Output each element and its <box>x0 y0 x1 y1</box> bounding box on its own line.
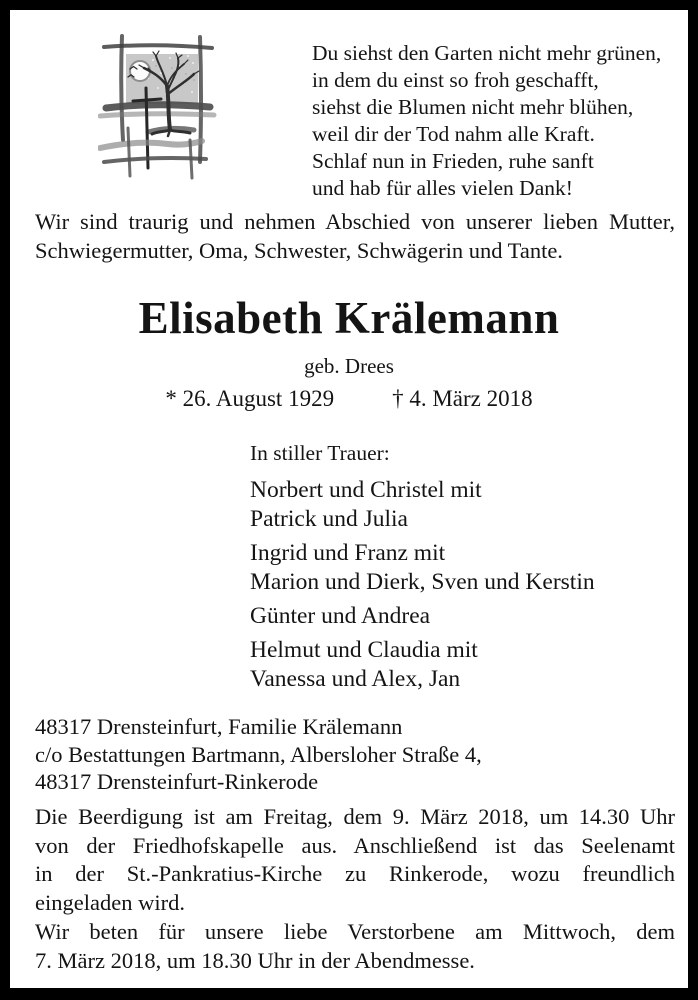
mourner-group <box>250 602 595 631</box>
funeral-notice <box>35 803 675 917</box>
sketch-svg <box>98 28 268 208</box>
death-date: † 4. März 2018 <box>392 386 533 411</box>
memorial-poem <box>312 40 661 202</box>
address-line: 48317 Drensteinfurt-Rinkerode <box>35 769 319 794</box>
mourner-line: Ingrid und Franz mit <box>250 540 446 566</box>
poem-line: und hab für alles vielen Dank! <box>312 176 573 200</box>
memorial-tree-cross-sketch-illustration <box>98 28 268 208</box>
mourner-line: Helmut und Claudia mit <box>250 637 478 663</box>
poem-line: in dem du einst so froh geschafft, <box>312 68 599 92</box>
life-dates <box>10 386 688 412</box>
mourner-line: Patrick und Julia <box>250 506 408 532</box>
maiden-name: geb. Drees <box>304 354 394 378</box>
funeral-line: von der Friedhofskapelle aus. Anschließend ist das Seelenamt <box>35 832 675 858</box>
mourner-group <box>250 476 595 534</box>
poem-line: siehst die Blumen nicht mehr blühen, <box>312 95 634 119</box>
mourner-line: Norbert und Christel mit <box>250 477 482 503</box>
mourners-heading: In stiller Trauer: <box>250 441 390 465</box>
poem-line: Schlaf nun in Frieden, ruhe sanft <box>312 149 594 173</box>
address-line: 48317 Drensteinfurt, Familie Krälemann <box>35 714 403 739</box>
funeral-line: eingeladen wird. <box>35 889 185 915</box>
address-line: c/o Bestattungen Bartmann, Albersloher Straße 4, <box>35 741 482 767</box>
mourner-line: Günter und Andrea <box>250 603 431 629</box>
deceased-name: Elisabeth Krälemann <box>138 293 560 343</box>
mourner-group <box>250 539 595 597</box>
fence-strokes <box>100 128 206 178</box>
mass-notice <box>35 918 675 975</box>
mourners-section <box>250 440 595 699</box>
family-address <box>35 713 482 796</box>
mass-line: 7. März 2018, um 18.30 Uhr in der Abendmesse. <box>35 947 475 973</box>
funeral-line: in der St.-Pankratius-Kirche zu Rinkerode, wozu freundlich <box>35 861 675 886</box>
poem-line: Du siehst den Garten nicht mehr grünen, <box>312 41 662 65</box>
intro-line: Schwiegermutter, Oma, Schwester, Schwägerin und Tante. <box>35 237 563 263</box>
mourner-group <box>250 636 595 694</box>
mourner-line: Vanessa und Alex, Jan <box>250 666 461 692</box>
funeral-line: Die Beerdigung ist am Freitag, dem 9. März 2018, um 14.30 Uhr <box>35 804 675 829</box>
mourner-line: Marion und Dierk, Sven und Kerstin <box>250 569 595 595</box>
poem-line: weil dir der Tod nahm alle Kraft. <box>312 122 595 146</box>
mass-line: Wir beten für unsere liebe Verstorbene am Mittwoch, dem <box>35 919 675 944</box>
moon-icon <box>130 61 150 81</box>
farewell-intro <box>35 208 675 265</box>
ground-strokes <box>100 105 214 132</box>
intro-line: Wir sind traurig und nehmen Abschied von unserer lieben Mutter, <box>35 209 675 234</box>
birth-date: * 26. August 1929 <box>165 386 335 411</box>
